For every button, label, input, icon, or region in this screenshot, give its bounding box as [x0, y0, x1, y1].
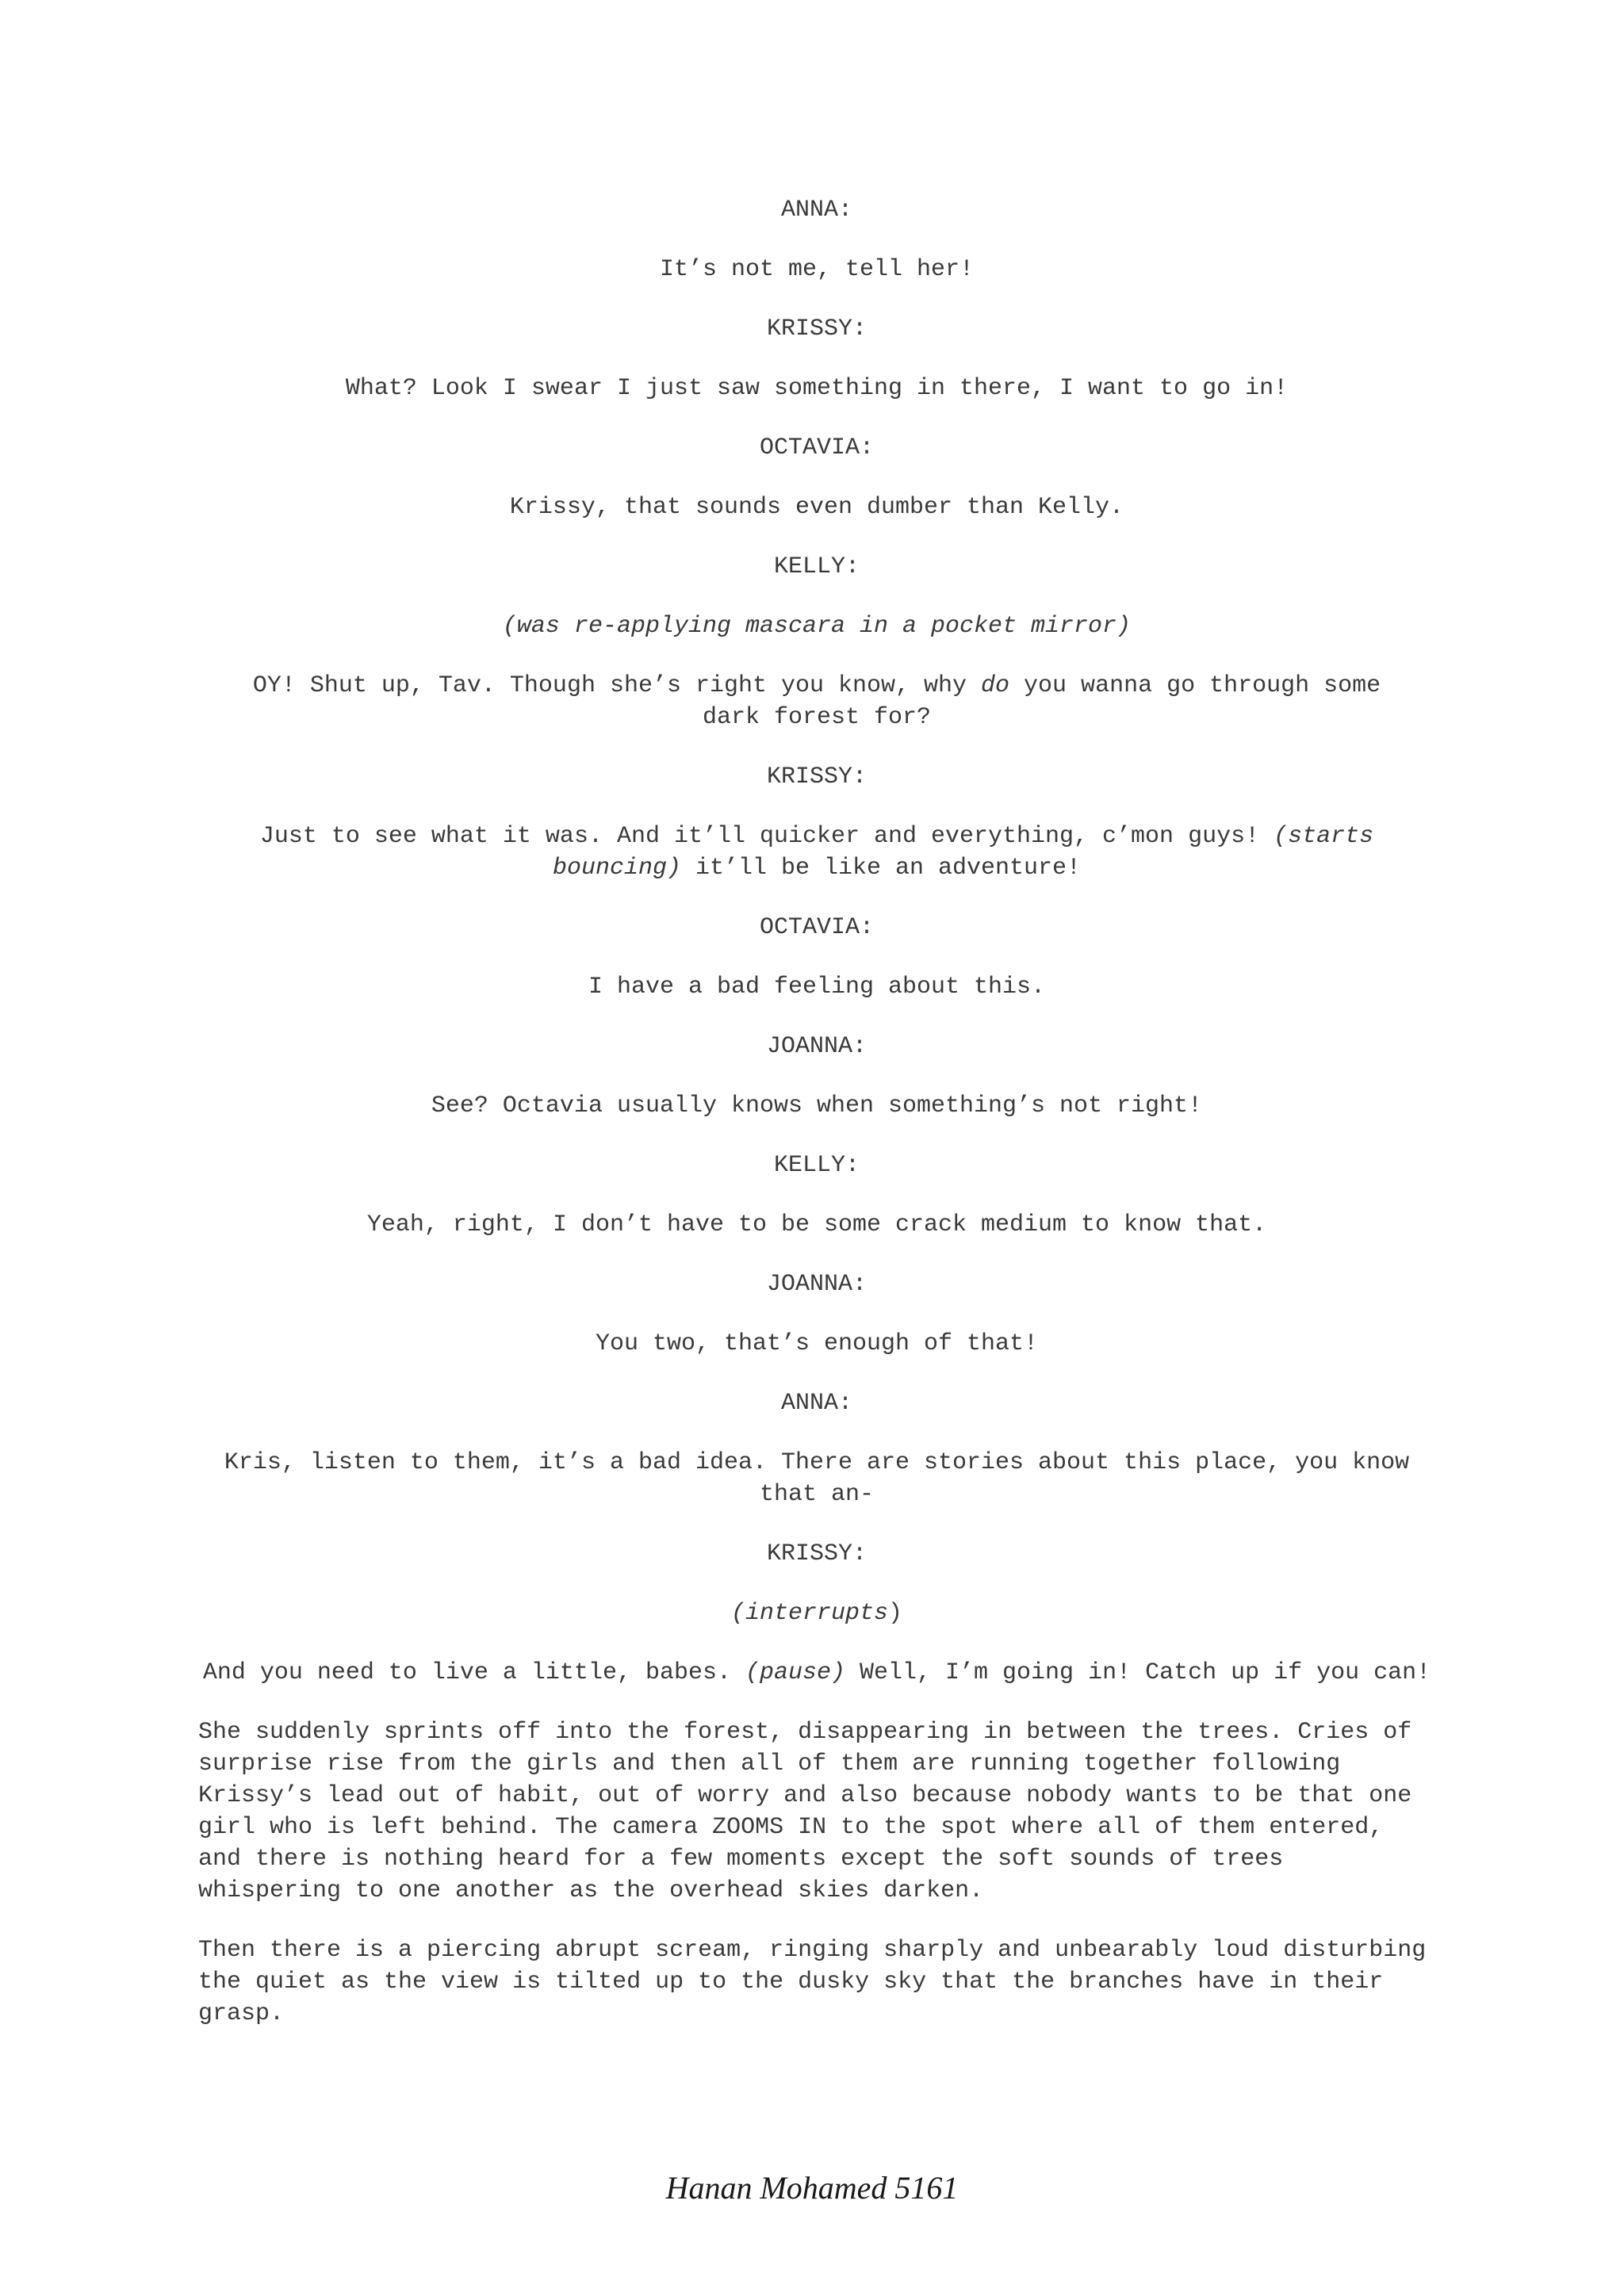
dialogue-line: Kris, listen to them, it’s a bad idea. There are stories about this place, you know that an-: [224, 1449, 1410, 1508]
character-cue: KRISSY:: [766, 763, 868, 790]
dialogue-line: You two, that’s enough of that!: [595, 1330, 1039, 1357]
page-footer: Hanan Mohamed 5161: [665, 2170, 959, 2206]
parenthetical-close: ): [888, 1600, 903, 1627]
dialogue-line: It’s not me, tell her!: [659, 256, 975, 283]
dialogue-line: Yeah, right, I don’t have to be some crack medium to know that.: [366, 1211, 1267, 1238]
parenthetical-text: (interrupts: [730, 1600, 889, 1627]
dialogue-text: it’ll be like an adventure!: [680, 855, 1082, 882]
parenthetical-inline: (starts bouncing): [552, 823, 1374, 882]
dialogue-line: [230, 821, 1404, 884]
character-cue: KRISSY:: [766, 316, 868, 342]
character-cue: ANNA:: [780, 1390, 852, 1417]
parenthetical: (was re-applying mascara in a pocket mirror): [502, 613, 1132, 640]
dialogue-line: I have a bad feeling about this.: [588, 974, 1046, 1001]
action-paragraph: She suddenly sprints off into the forest, disappearing in between the trees. Cries of surprise rise from the girls and then all of them are running together following Krissy’s lead out of habit, out of worry and also because nobody wants to be that one girl who is left behind. The camera ZOOMS IN to the spot where all of them entered, and there is nothing heard for a few moments except the soft sounds of trees whispering to one another as the overhead skies darken.: [198, 1719, 1412, 1904]
dialogue-text: you wanna go through some dark forest for?: [702, 672, 1381, 731]
emphasis-text: do: [981, 672, 1010, 699]
dialogue-line: What? Look I swear I just saw something in there, I want to go in!: [345, 375, 1289, 402]
action-paragraph: Then there is a piercing abrupt scream, ringing sharply and unbearably loud disturbing the quiet as the view is tilted up to the dusky sky that the branches have in their grasp.: [198, 1937, 1427, 2027]
screenplay-page: [198, 194, 1435, 2057]
dialogue-line: Krissy, that sounds even dumber than Kelly.: [509, 494, 1124, 521]
parenthetical: [198, 1598, 1435, 1629]
dialogue-text: OY! Shut up, Tav. Though she’s right you know, why: [252, 672, 982, 699]
dialogue-line: [198, 1657, 1435, 1689]
parenthetical-inline: (pause): [745, 1659, 846, 1686]
character-cue: KELLY:: [773, 1152, 860, 1179]
character-cue: KELLY:: [773, 553, 860, 580]
dialogue-line: [230, 670, 1404, 733]
character-cue: OCTAVIA:: [759, 434, 875, 461]
dialogue-text: Just to see what it was. And it’ll quicker and everything, c’mon guys!: [259, 823, 1274, 850]
dialogue-text: And you need to live a little, babes.: [202, 1659, 745, 1686]
character-cue: JOANNA:: [766, 1271, 868, 1298]
dialogue-text: Well, I’m going in! Catch up if you can!: [845, 1659, 1431, 1686]
character-cue: JOANNA:: [766, 1033, 868, 1060]
character-cue: KRISSY:: [766, 1540, 868, 1567]
dialogue-line: See? Octavia usually knows when something’s not right!: [431, 1093, 1203, 1119]
character-cue: OCTAVIA:: [759, 914, 875, 941]
character-cue: ANNA:: [780, 197, 852, 224]
